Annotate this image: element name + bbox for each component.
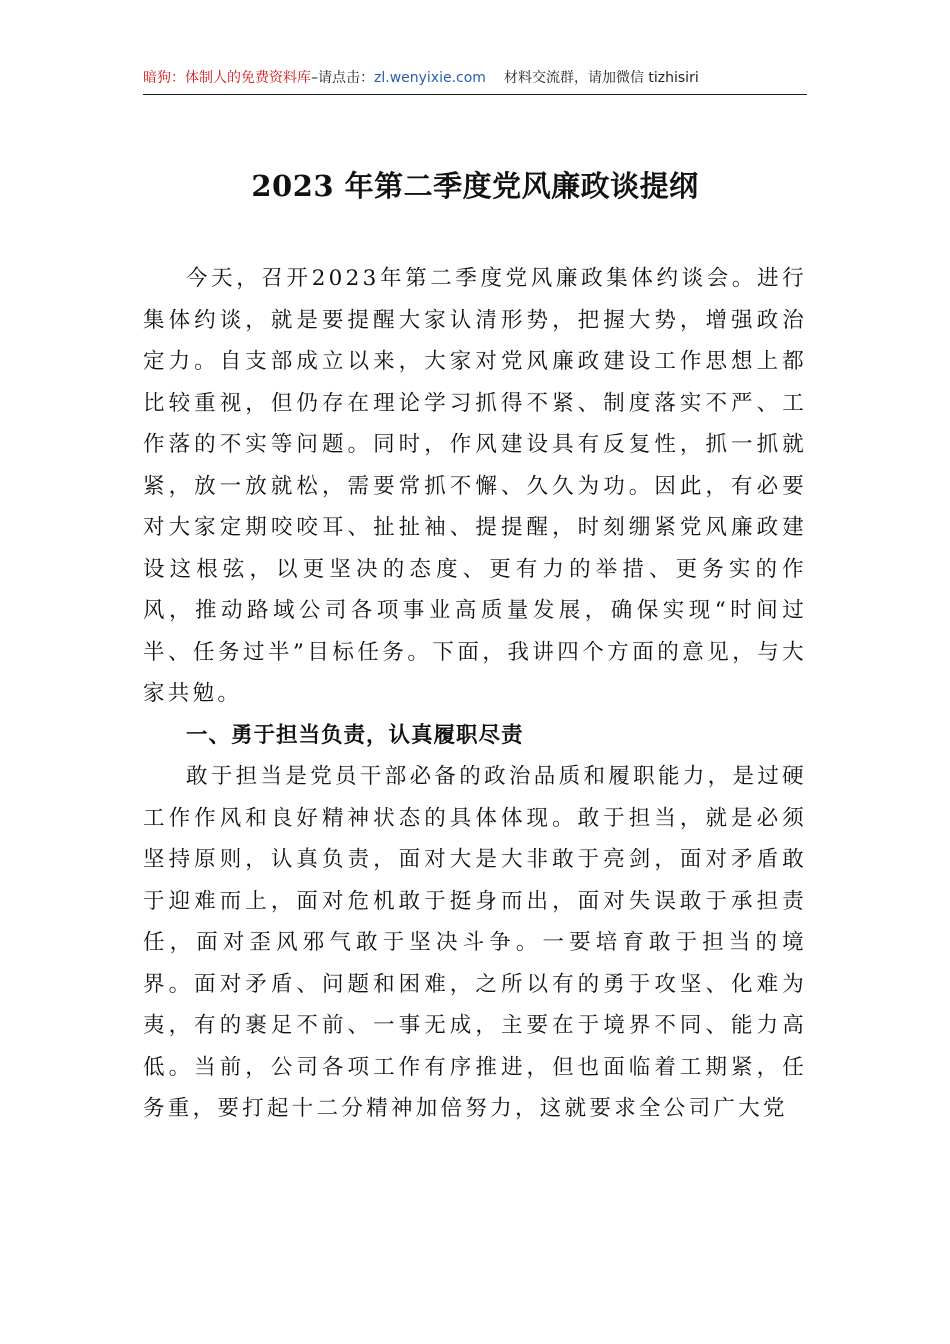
intro-paragraph: 今天，召开2023年第二季度党风廉政集体约谈会。进行集体约谈，就是要提醒大家认清形势，把握大势，增强政治定力。自支部成立以来，大家对党风廉政建设工作思想上都比较重视，但仍存在理论学习抓得不紧、制度落实不严、工作落的不实等问题。同时，作风建设具有反复性，抓一抓就紧，放一放就松，需要常抓不懈、久久为功。因此，有必要对大家定期咬咬耳、扯扯袖、提提醒，时刻绷紧党风廉政建设这根弦，以更坚决的态度、更有力的举措、更务实的作风，推动路域公司各项事业高质量发展，确保实现“时间过半、任务过半”目标任务。下面，我讲四个方面的意见，与大家共勉。 [143,266,807,706]
section-paragraph: 敢于担当是党员干部必备的政治品质和履职能力，是过硬工作作风和良好精神状态的具体体现。敢于担当，就是必须坚持原则，认真负责，面对大是大非敢于亮剑，面对矛盾敢于迎难而上，面对危机敢于挺身而出，面对失误敢于承担责任，面对歪风邪气敢于坚决斗争。一要培育敢于担当的境界。面对矛盾、问题和困难，之所以有的勇于攻坚、化难为夷，有的裹足不前、一事无成，主要在于境界不同、能力高低。当前，公司各项工作有序推进，但也面临着工期紧，任务重，要打起十二分精神加倍努力，这就要求全公司广大党 [143,764,807,1121]
header-brand: 暗狗：体制人的免费资料库 [143,70,311,86]
page-header [143,66,807,95]
header-separator: – [311,70,318,86]
header-link[interactable]: zl.wenyixie.com [374,70,486,86]
header-group-text: 材料交流群，请加微信 tizhisiri [503,70,699,86]
document-body [143,258,807,1130]
section-heading: 一、勇于担当负责，认真履职尽责 [186,722,524,748]
document-title: 2023 年第二季度党风廉政谈提纲 [251,169,699,203]
header-click-label: 请点击： [318,70,374,86]
